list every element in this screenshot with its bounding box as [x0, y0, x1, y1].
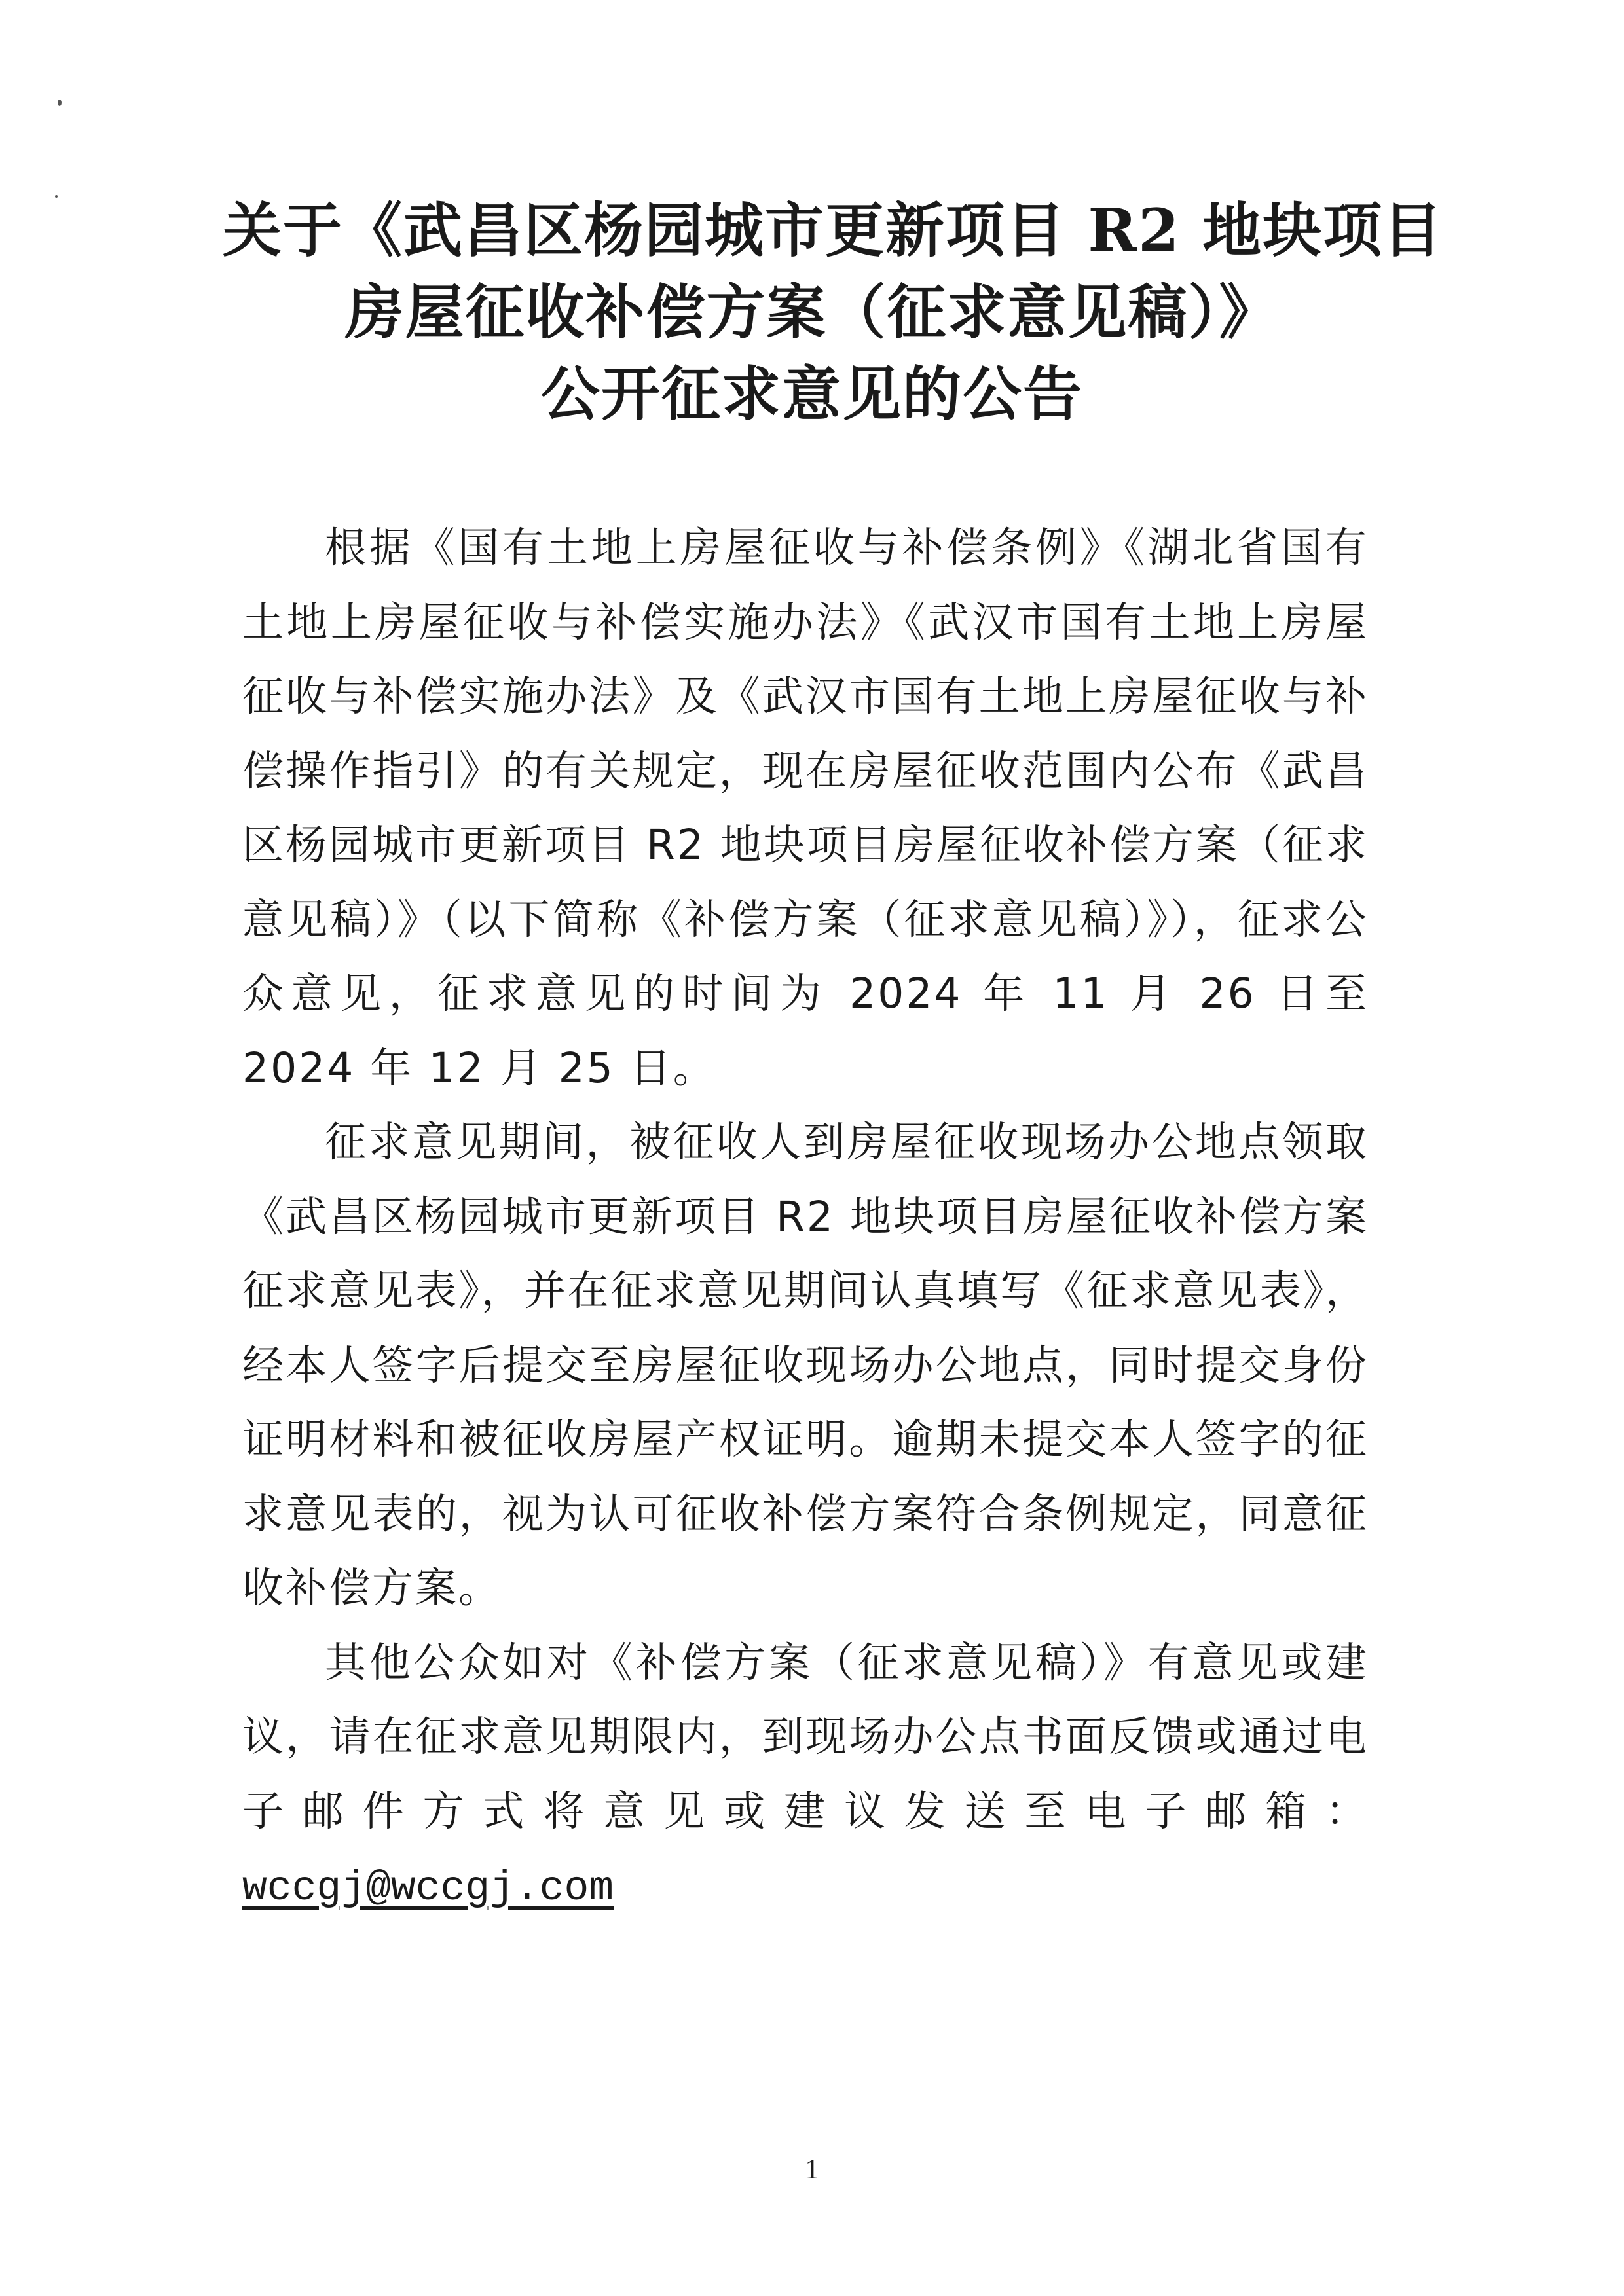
paragraph-public-feedback	[242, 1626, 1369, 1926]
title-line-3: 公开征求意见的公告	[541, 359, 1083, 429]
email-link[interactable]: wccgj@wccgj.com	[242, 1865, 614, 1912]
title-line-1: 关于《武昌区杨园城市更新项目 R2 地块项目	[223, 196, 1444, 265]
paragraph-legal-basis: 根据《国有土地上房屋征收与补偿条例》《湖北省国有土地上房屋征收与补偿实施办法》《武汉市国有土地上房屋征收与补偿实施办法》及《武汉市国有土地上房屋征收与补偿操作指引》的有关规定，现在房屋征收范围内公布《武昌区杨园城市更新项目 R2 地块项目房屋征收补偿方案（征求意见稿）》（以下简称《补偿方案（征求意见稿）》），征求公众意见，征求意见的时间为 2024 年 11 月 26 日至 2024 年 12 月 25 日。	[242, 524, 1369, 1092]
scan-speck	[55, 195, 58, 198]
page-number: 1	[805, 2155, 819, 2185]
public-feedback-text: 其他公众如对《补偿方案（征求意见稿）》有意见或建议，请在征求意见期限内，到现场办公点书面反馈或通过电子邮件方式将意见或建议发送至电子邮箱：	[242, 1638, 1369, 1835]
document-title	[223, 190, 1444, 435]
title-line-2: 房屋征收补偿方案（征求意见稿）》	[344, 278, 1280, 347]
paragraph-procedure: 征求意见期间，被征收人到房屋征收现场办公地点领取《武昌区杨园城市更新项目 R2 地块项目房屋征收补偿方案征求意见表》，并在征求意见期间认真填写《征求意见表》，经本人签字后提交至房屋征收现场办公地点，同时提交身份证明材料和被征收房屋产权证明。逾期未提交本人签字的征求意见表的，视为认可征收补偿方案符合条例规定，同意征收补偿方案。	[242, 1118, 1369, 1612]
document-body	[242, 511, 1369, 1926]
scan-speck	[58, 100, 62, 106]
